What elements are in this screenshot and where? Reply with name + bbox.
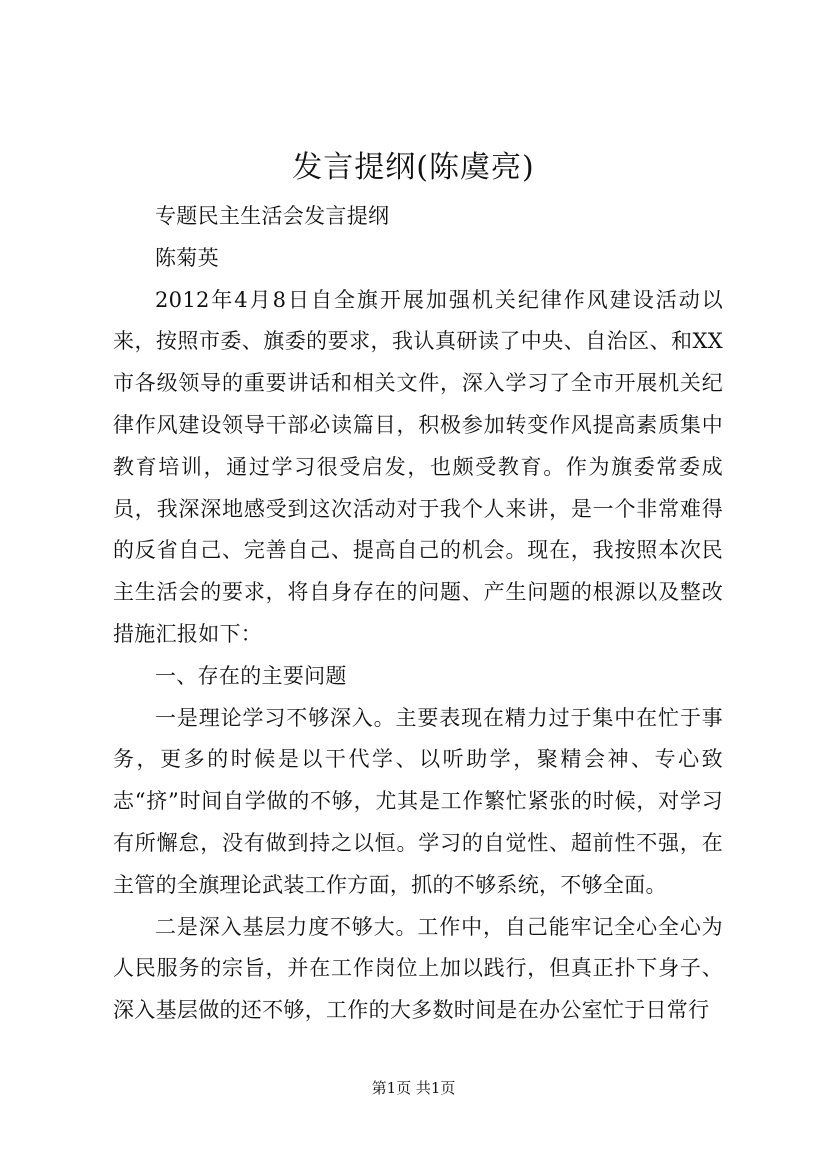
- section-heading: 一、存在的主要问题: [155, 663, 347, 688]
- document-title: 发言提纲(陈虞亮): [292, 150, 535, 185]
- author-paragraph: 陈菊英: [155, 245, 219, 270]
- issue-two-paragraph: 二是深入基层力度不够大。工作中，自己能牢记全心全心为人民服务的宗旨，并在工作岗位上加以践行，但真正扑下身子、深入基层做的还不够，工作的大多数时间是在办公室忙于日常行: [113, 914, 723, 1023]
- page-number-footer: 第1页 共1页: [371, 1079, 456, 1097]
- document-body: [113, 196, 723, 1032]
- intro-paragraph: 2012年4月8日自全旗开展加强机关纪律作风建设活动以来，按照市委、旗委的要求，我认真研读了中央、自治区、和XX市各级领导的重要讲话和相关文件，深入学习了全市开展机关纪律作风建设领导干部必读篇目，积极参加转变作风提高素质集中教育培训，通过学习很受启发，也颇受教育。作为旗委常委成员，我深深地感受到这次活动对于我个人来讲，是一个非常难得的反省自己、完善自己、提高自己的机会。现在，我按照本次民主生活会的要求，将自身存在的问题、产生问题的根源以及整改措施汇报如下：: [113, 287, 723, 646]
- subtitle-paragraph: 专题民主生活会发言提纲: [155, 204, 390, 228]
- issue-one-paragraph: 一是理论学习不够深入。主要表现在精力过于集中在忙于事务，更多的时候是以干代学、以听助学，聚精会神、专心致志“挤”时间自学做的不够，尤其是工作繁忙紧张的时候，对学习有所懈怠，没有做到持之以恒。学习的自觉性、超前性不强，在主管的全旗理论武装工作方面，抓的不够系统，不够全面。: [113, 705, 723, 897]
